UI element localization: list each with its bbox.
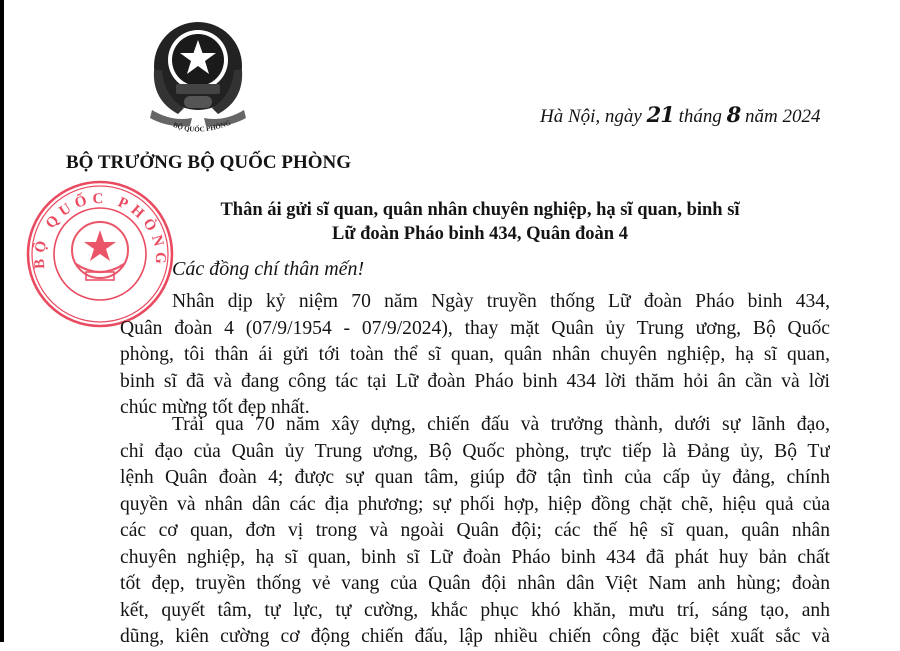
paragraph-line: kết, quyết tâm, tự lực, tự cường, khắc phục khó khăn, mưu trí, sáng tạo, anh xyxy=(120,599,830,621)
paragraph-1 xyxy=(120,289,830,422)
paragraph-line: chúc mừng tốt đẹp nhất. xyxy=(120,397,310,418)
paragraph-line: quyền và nhân dân các địa phương; sự phối hợp, hiệp đồng chặt chẽ, hiệu quả của xyxy=(120,493,830,515)
national-emblem-icon xyxy=(132,10,264,138)
paragraph-line: tốt đẹp, truyền thống vẻ vang của Quân đội nhân dân Việt Nam anh hùng; đoàn xyxy=(120,573,830,594)
paragraph-line: Trải qua 70 năm xây dựng, chiến đấu và trưởng thành, dưới sự lãnh đạo, xyxy=(172,414,830,435)
paragraph-line: lệnh Quân đoàn 4; được sự quan tâm, giúp đỡ tận tình của cấp ủy đảng, chính xyxy=(120,467,830,488)
paragraph-line: chỉ đạo của Quân ủy Trung ương, Bộ Quốc phòng, trực tiếp là Đảng ủy, Bộ Tư xyxy=(120,440,830,462)
date-prefix: Hà Nội, ngày xyxy=(540,106,647,127)
date-day: 21 xyxy=(646,102,674,127)
paragraph-line: binh sĩ đã và đang công tác tại Lữ đoàn Pháo binh 434 lời thăm hỏi ân cần và lời xyxy=(120,370,830,392)
date-middle: tháng xyxy=(673,106,727,127)
date-suffix: năm 2024 xyxy=(740,106,821,127)
paragraph-line: dũng, kiên cường cơ động chiến đấu, lập nhiều chiến công đặc biệt xuất sắc và xyxy=(120,626,830,647)
seal-text: BỘ QUỐC PHÒNG xyxy=(31,191,169,270)
paragraph-line: Nhân dịp kỷ niệm 70 năm Ngày truyền thống Lữ đoàn Pháo binh 434, xyxy=(172,291,830,312)
paragraph-2 xyxy=(120,412,830,651)
paragraph-line: phòng, tôi thân ái gửi tới toàn thể sĩ quan, quân nhân chuyên nghiệp, hạ sĩ quan, xyxy=(120,344,830,365)
date-month: 8 xyxy=(726,102,741,127)
ministry-title: BỘ TRƯỞNG BỘ QUỐC PHÒNG xyxy=(66,152,352,173)
title-line-1: Thân ái gửi sĩ quan, quân nhân chuyên nghiệp, hạ sĩ quan, binh sĩ xyxy=(220,200,740,220)
page-edge-line xyxy=(0,0,4,642)
document-date xyxy=(540,102,880,128)
paragraph-line: các cơ quan, đơn vị trong và ngoài Quân đội; các thế hệ sĩ quan, quân nhân xyxy=(120,520,830,541)
paragraph-line: chuyên nghiệp, hạ sĩ quan, binh sĩ Lữ đoàn Pháo binh 434 đã phát huy bản chất xyxy=(120,546,830,568)
paragraph-line: Quân đoàn 4 (07/9/1954 - 07/9/2024), thay mặt Quân ủy Trung ương, Bộ Quốc xyxy=(120,317,830,339)
emblem-caption: BỘ QUỐC PHÒNG xyxy=(171,118,232,134)
title-line-2: Lữ đoàn Pháo binh 434, Quân đoàn 4 xyxy=(332,224,628,244)
greeting: Các đồng chí thân mến! xyxy=(172,258,365,280)
